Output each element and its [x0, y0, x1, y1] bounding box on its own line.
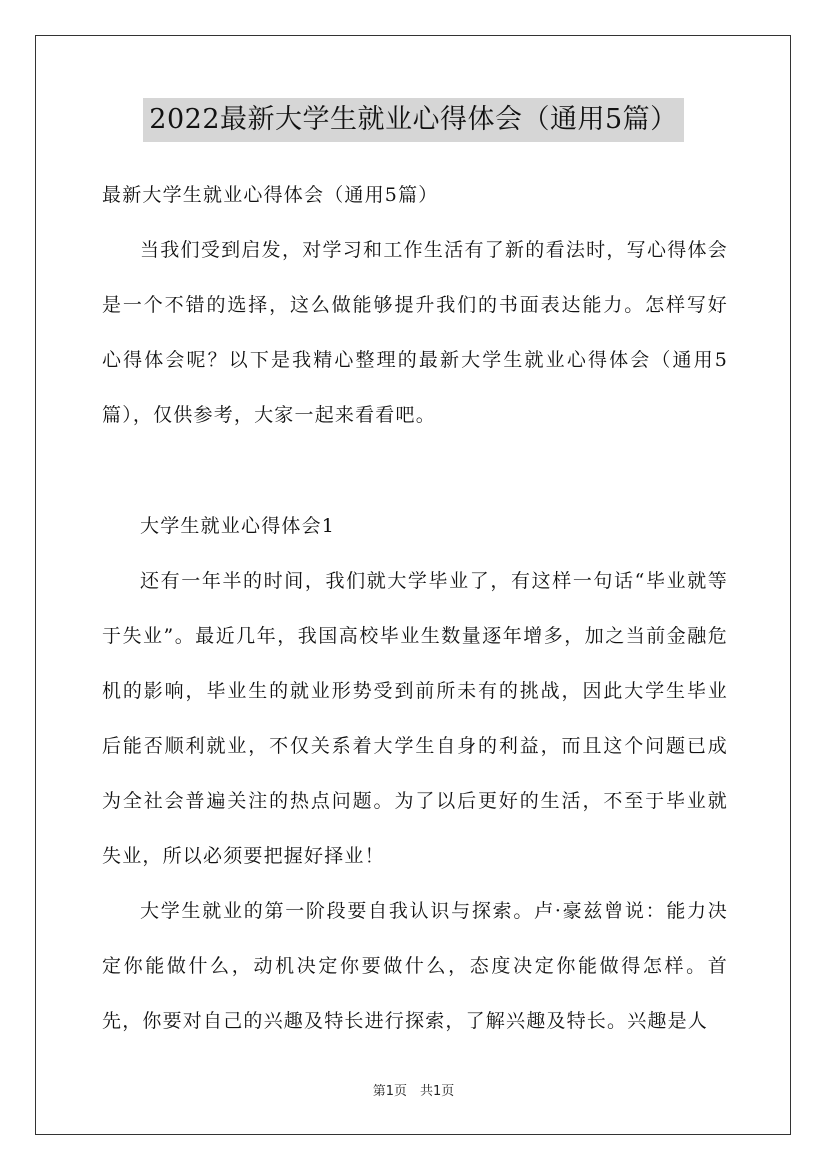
body-paragraph-1: 还有一年半的时间，我们就大学毕业了，有这样一句话“毕业就等于失业”。最近几年，我国高校毕业生数量逐年增多，加之当前金融危机的影响，毕业生的就业形势受到前所未有的挑战，因此大学生毕业后能否顺利就业，不仅关系着大学生自身的利益，而且这个问题已成为全社会普遍关注的热点问题。为了以后更好的生活，不至于毕业就失业，所以必须要把握好择业！ [102, 570, 728, 867]
document-subtitle: 最新大学生就业心得体会（通用5篇） [102, 184, 439, 206]
intro-paragraph: 当我们受到启发，对学习和工作生活有了新的看法时，写心得体会是一个不错的选择，这么做能够提升我们的书面表达能力。怎样写好心得体会呢？以下是我精心整理的最新大学生就业心得体会（通用5篇），仅供参考，大家一起来看看吧。 [102, 239, 728, 426]
page-footer: 第1页 共1页 [372, 1084, 455, 1099]
document-title: 2022最新大学生就业心得体会（通用5篇） [143, 98, 683, 142]
title-container [0, 98, 827, 142]
document-body [102, 168, 728, 1049]
paragraph-gap [102, 443, 728, 499]
body-paragraph-2: 大学生就业的第一阶段要自我认识与探索。卢·豪兹曾说：能力决定你能做什么，动机决定你要做什么，态度决定你能做得怎样。首先，你要对自己的兴趣及特长进行探索，了解兴趣及特长。兴趣是人 [102, 900, 728, 1032]
section-heading: 大学生就业心得体会1 [140, 515, 336, 537]
